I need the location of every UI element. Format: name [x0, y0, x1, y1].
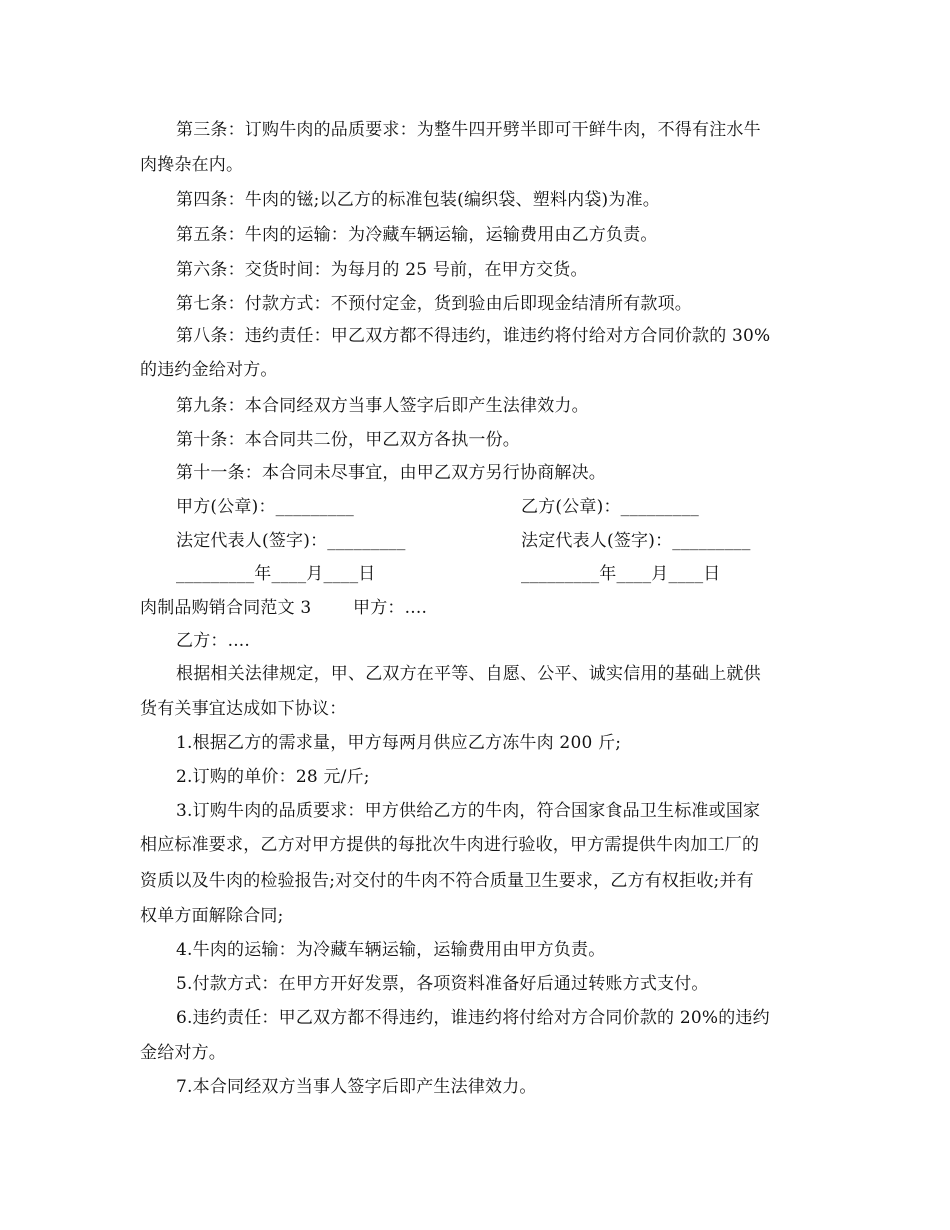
item-6-line-1: 6.违约责任：甲乙双方都不得违约，谁违约将付给对方合同价款的 20%的违约 — [176, 1008, 770, 1028]
date-a: _________年____月____日 — [176, 564, 376, 584]
item-6-line-2: 金给对方。 — [140, 1043, 226, 1063]
article-9: 第九条：本合同经双方当事人签字后即产生法律效力。 — [176, 396, 589, 416]
article-3-line-2: 肉搀杂在内。 — [140, 155, 244, 175]
item-5: 5.付款方式：在甲方开好发票，各项资料准备好后通过转账方式支付。 — [176, 974, 709, 994]
party-a-seal: 甲方(公章)：_________ — [176, 497, 354, 517]
article-10: 第十条：本合同共二份，甲乙双方各执一份。 — [176, 430, 520, 450]
signature-row-date — [176, 562, 856, 586]
article-3-line-1: 第三条：订购牛肉的品质要求：为整牛四开劈半即可干鲜牛肉，不得有注水牛 — [176, 120, 761, 140]
sample-3-party-a: 甲方：.... — [353, 598, 428, 618]
item-2: 2.订购的单价：28 元/斤; — [176, 767, 370, 787]
intro-line-2: 货有关事宜达成如下协议： — [140, 699, 347, 719]
sample-3-party-b: 乙方：.... — [176, 631, 251, 651]
article-4: 第四条：牛肉的镃;以乙方的标准包装(编织袋、塑料内袋)为准。 — [176, 190, 660, 210]
party-b-seal: 乙方(公章)：_________ — [521, 497, 699, 517]
intro-line-1: 根据相关法律规定，甲、乙双方在平等、自愿、公平、诚实信用的基础上就供 — [176, 664, 761, 684]
item-3-line-3: 资质以及牛肉的检验报告;对交付的牛肉不符合质量卫生要求，乙方有权拒收;并有 — [140, 871, 754, 891]
article-6: 第六条：交货时间：为每月的 25 号前，在甲方交货。 — [176, 260, 588, 280]
item-3-line-2: 相应标准要求，乙方对甲方提供的每批次牛肉进行验收，甲方需提供牛肉加工厂的 — [140, 835, 760, 855]
article-8-line-2: 的违约金给对方。 — [140, 360, 278, 380]
article-11: 第十一条：本合同未尽事宜，由甲乙双方另行协商解决。 — [176, 463, 606, 483]
sample-3-heading-row — [140, 596, 820, 620]
representative-a: 法定代表人(签字)：_________ — [176, 531, 406, 551]
signature-row-representative — [176, 529, 856, 553]
article-8-line-1: 第八条：违约责任：甲乙双方都不得违约，谁违约将付给对方合同价款的 30% — [176, 326, 771, 346]
representative-b: 法定代表人(签字)：_________ — [521, 531, 751, 551]
item-3-line-1: 3.订购牛肉的品质要求：甲方供给乙方的牛肉，符合国家食品卫生标准或国家 — [176, 801, 761, 821]
signature-row-seal — [176, 495, 856, 519]
item-7: 7.本合同经双方当事人签字后即产生法律效力。 — [176, 1077, 537, 1097]
item-4: 4.牛肉的运输：为冷藏车辆运输，运输费用由甲方负责。 — [176, 940, 606, 960]
article-5: 第五条：牛肉的运输：为冷藏车辆运输，运输费用由乙方负责。 — [176, 225, 658, 245]
sample-3-title: 肉制品购销合同范文 3 — [140, 598, 312, 618]
date-b: _________年____月____日 — [521, 564, 721, 584]
article-7: 第七条：付款方式：不预付定金，货到验由后即现金结清所有款项。 — [176, 294, 692, 314]
item-3-line-4: 权单方面解除合同; — [140, 906, 284, 926]
item-1: 1.根据乙方的需求量，甲方每两月供应乙方冻牛肉 200 斤; — [176, 733, 622, 753]
